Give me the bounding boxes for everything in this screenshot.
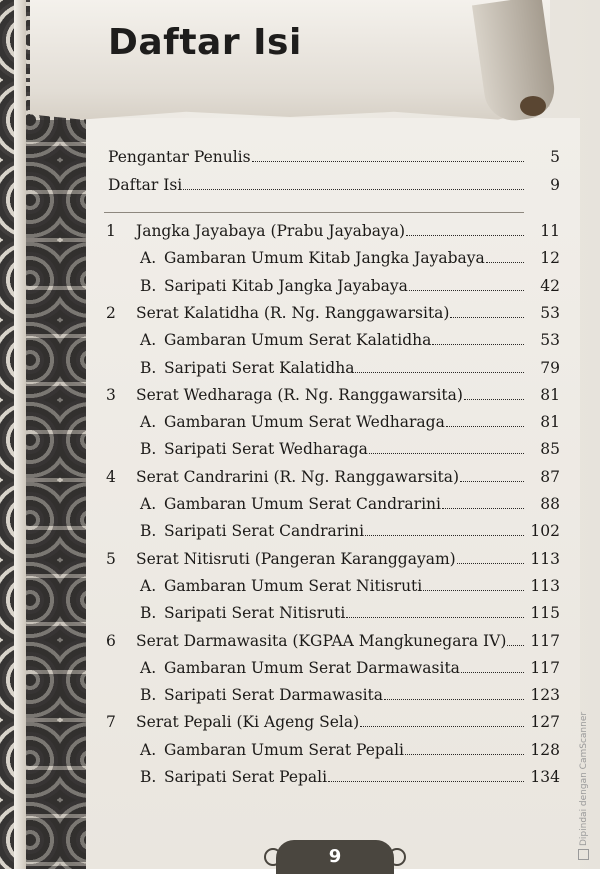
toc-section-item[interactable] bbox=[140, 741, 560, 759]
toc-chapter-item[interactable] bbox=[106, 550, 560, 568]
chapter-number: 6 bbox=[106, 631, 116, 650]
entry-label: Serat Nitisruti (Pangeran Karanggayam) bbox=[136, 549, 456, 568]
toc-section-item[interactable] bbox=[140, 604, 560, 622]
section-letter: A. bbox=[140, 495, 157, 513]
section-letter: A. bbox=[140, 658, 157, 677]
toc-chapter-item[interactable] bbox=[106, 222, 560, 240]
entry-page-number: 53 bbox=[540, 331, 560, 350]
entry-label: Saripati Serat Nitisruti bbox=[164, 604, 346, 623]
entry-page-number: 53 bbox=[540, 303, 560, 322]
watermark-text: Dipindai dengan CamScanner bbox=[579, 711, 589, 846]
entry-page-number: 115 bbox=[530, 604, 560, 623]
toc-section-item[interactable] bbox=[140, 413, 560, 431]
entry-page-number: 123 bbox=[530, 686, 560, 705]
toc-section-item[interactable] bbox=[140, 577, 560, 595]
dot-leader bbox=[360, 726, 524, 727]
entry-page-number: 127 bbox=[530, 713, 560, 732]
entry-page-number: 5 bbox=[550, 148, 560, 166]
section-letter: B. bbox=[140, 768, 157, 786]
entry-label: Saripati Serat Wedharaga bbox=[164, 440, 368, 459]
entry-page-number: 81 bbox=[540, 413, 560, 432]
entry-page-number: 117 bbox=[530, 658, 560, 677]
toc-section-item[interactable] bbox=[140, 659, 560, 677]
section-letter: A. bbox=[140, 740, 157, 759]
chapter-number: 3 bbox=[106, 385, 116, 404]
entry-label: Pengantar Penulis bbox=[108, 148, 251, 166]
entry-label: Serat Pepali (Ki Ageng Sela) bbox=[136, 713, 360, 732]
toc-chapter-item[interactable] bbox=[106, 386, 560, 404]
section-letter: A. bbox=[140, 413, 157, 432]
toc-chapter-item[interactable] bbox=[106, 304, 560, 322]
entry-label: Gambaran Umum Serat Wedharaga bbox=[164, 413, 445, 432]
dot-leader bbox=[442, 508, 524, 509]
section-letter: B. bbox=[140, 358, 157, 377]
section-letter: B. bbox=[140, 686, 157, 705]
section-letter: A. bbox=[140, 576, 157, 595]
toc-section-item[interactable] bbox=[140, 686, 560, 704]
dot-leader bbox=[369, 453, 524, 454]
dot-leader bbox=[365, 535, 524, 536]
entry-label: Saripati Serat Kalatidha bbox=[164, 358, 355, 377]
scanner-watermark bbox=[578, 712, 589, 860]
dot-leader bbox=[406, 235, 524, 236]
toc-section-item[interactable] bbox=[140, 359, 560, 377]
toc-chapter-item[interactable] bbox=[106, 468, 560, 486]
dot-leader bbox=[409, 290, 524, 291]
entry-label: Saripati Serat Candrarini bbox=[164, 522, 365, 541]
dot-leader bbox=[486, 262, 524, 263]
section-letter: B. bbox=[140, 276, 157, 295]
dot-leader bbox=[346, 617, 524, 618]
dot-leader bbox=[464, 399, 524, 400]
chapter-number: 1 bbox=[106, 222, 116, 240]
entry-page-number: 9 bbox=[550, 176, 560, 194]
entry-page-number: 88 bbox=[540, 495, 560, 513]
entry-label: Serat Darmawasita (KGPAA Mangkunegara IV) bbox=[136, 631, 507, 650]
page-title: Daftar Isi bbox=[108, 22, 302, 63]
chapter-number: 2 bbox=[106, 303, 116, 322]
entry-page-number: 42 bbox=[540, 276, 560, 295]
toc-section-item[interactable] bbox=[140, 495, 560, 513]
entry-label: Serat Wedharaga (R. Ng. Ranggawarsita) bbox=[136, 385, 463, 404]
chapter-number: 4 bbox=[106, 467, 116, 486]
entry-label: Saripati Serat Darmawasita bbox=[164, 686, 384, 705]
entry-label: Saripati Kitab Jangka Jayabaya bbox=[164, 276, 408, 295]
entry-label: Gambaran Umum Serat Candrarini bbox=[164, 495, 441, 513]
entry-label: Gambaran Umum Serat Darmawasita bbox=[164, 658, 460, 677]
entry-label: Gambaran Umum Serat Kalatidha bbox=[164, 331, 432, 350]
dot-leader bbox=[450, 317, 524, 318]
entry-page-number: 81 bbox=[540, 385, 560, 404]
dot-leader bbox=[432, 344, 524, 345]
toc-section-item[interactable] bbox=[140, 440, 560, 458]
section-letter: A. bbox=[140, 331, 157, 350]
dot-leader bbox=[446, 426, 524, 427]
toc-section-item[interactable] bbox=[140, 331, 560, 349]
divider bbox=[104, 212, 524, 213]
dot-leader bbox=[405, 754, 524, 755]
dot-leader bbox=[384, 699, 524, 700]
section-letter: B. bbox=[140, 604, 157, 623]
dot-leader bbox=[460, 481, 524, 482]
entry-page-number: 11 bbox=[540, 222, 560, 240]
entry-page-number: 87 bbox=[540, 467, 560, 486]
entry-page-number: 85 bbox=[540, 440, 560, 459]
dot-leader bbox=[355, 372, 524, 373]
dot-leader bbox=[183, 189, 524, 190]
entry-page-number: 12 bbox=[540, 249, 560, 268]
dot-leader bbox=[461, 672, 524, 673]
entry-page-number: 79 bbox=[540, 358, 560, 377]
dot-leader bbox=[252, 161, 524, 162]
dot-leader bbox=[457, 563, 524, 564]
entry-label: Gambaran Umum Serat Pepali bbox=[164, 740, 404, 759]
toc-section-item[interactable] bbox=[140, 522, 560, 540]
section-letter: B. bbox=[140, 522, 157, 541]
chapter-number: 7 bbox=[106, 713, 116, 732]
entry-page-number: 128 bbox=[530, 740, 560, 759]
toc-section-item[interactable] bbox=[140, 249, 560, 267]
entry-page-number: 113 bbox=[530, 549, 560, 568]
entry-page-number: 113 bbox=[530, 576, 560, 595]
chapter-number: 5 bbox=[106, 549, 116, 568]
entry-label: Gambaran Umum Serat Nitisruti bbox=[164, 576, 423, 595]
entry-label: Daftar Isi bbox=[108, 176, 183, 194]
toc-section-item[interactable] bbox=[140, 768, 560, 786]
dot-leader bbox=[507, 645, 524, 646]
toc-front-matter-item[interactable] bbox=[108, 148, 560, 166]
camscanner-icon bbox=[578, 849, 589, 860]
toc-section-item[interactable] bbox=[140, 277, 560, 295]
toc-front-matter-item[interactable] bbox=[108, 176, 560, 194]
entry-label: Gambaran Umum Kitab Jangka Jayabaya bbox=[164, 249, 485, 268]
section-letter: A. bbox=[140, 249, 157, 268]
entry-label: Jangka Jayabaya (Prabu Jayabaya) bbox=[136, 222, 406, 240]
entry-page-number: 134 bbox=[530, 768, 560, 786]
entry-label: Saripati Serat Pepali bbox=[164, 768, 328, 786]
dot-leader bbox=[328, 781, 524, 782]
entry-label: Serat Kalatidha (R. Ng. Ranggawarsita) bbox=[136, 303, 450, 322]
toc-chapter-item[interactable] bbox=[106, 632, 560, 650]
entry-page-number: 102 bbox=[530, 522, 560, 541]
dot-leader bbox=[423, 590, 524, 591]
entry-label: Serat Candrarini (R. Ng. Ranggawarsita) bbox=[136, 467, 460, 486]
toc-chapter-item[interactable] bbox=[106, 713, 560, 731]
page-number: 9 bbox=[328, 846, 342, 867]
section-letter: B. bbox=[140, 440, 157, 459]
entry-page-number: 117 bbox=[530, 631, 560, 650]
